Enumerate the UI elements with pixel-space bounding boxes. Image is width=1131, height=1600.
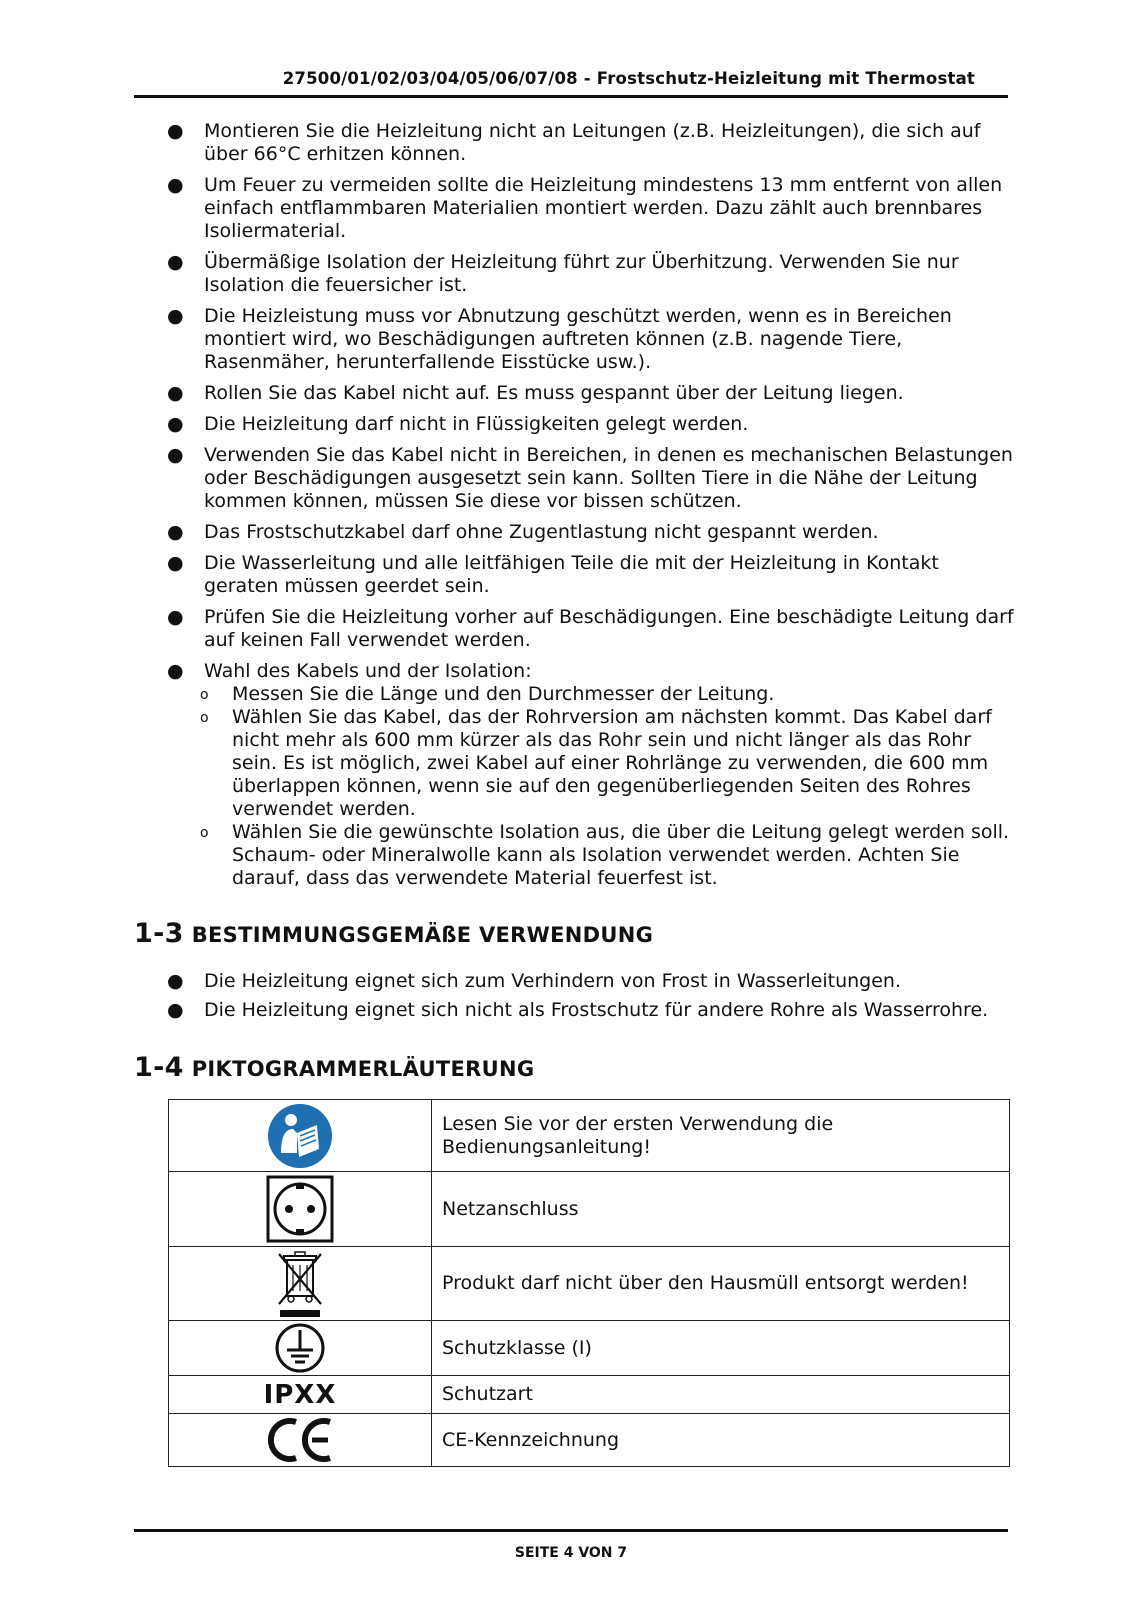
cable-choice-item	[164, 660, 1014, 890]
section-number: 1-4	[134, 1052, 184, 1083]
safety-instructions-list	[164, 120, 1014, 898]
bullet-icon: ●	[167, 413, 184, 435]
list-item	[164, 413, 1014, 436]
sublist-item-text: Wählen Sie die gewünschte Isolation aus, die über die Leitung gelegt werden soll. Schaum- oder Mineralwolle kann als Isolation verwendet werden. Achten Sie darauf, dass das verwendete Material feuerfest ist.	[232, 821, 1010, 889]
table-cell-description: Schutzklasse (I)	[432, 1321, 1010, 1376]
section-number: 1-3	[134, 918, 184, 949]
weee-bin-icon	[273, 1250, 327, 1318]
pictogram-table	[168, 1099, 1010, 1467]
list-item	[164, 120, 1014, 166]
bullet-icon: ●	[167, 174, 184, 196]
bullet-icon: ●	[167, 970, 184, 992]
table-cell-icon	[169, 1414, 432, 1467]
table-cell-icon	[169, 1321, 432, 1376]
list-item-text: Um Feuer zu vermeiden sollte die Heizleitung mindestens 13 mm entfernt von allen einfach entflammbaren Materialien montiert werden. Dazu zählt auch brennbares Isoliermaterial.	[204, 174, 1003, 242]
cable-choice-sublist	[164, 683, 1014, 890]
list-item-text: Verwenden Sie das Kabel nicht in Bereichen, in denen es mechanischen Belastungen oder Beschädigungen ausgesetzt sein kann. Sollten Tiere in die Nähe der Leitung kommen können, müssen Sie diese vor bissen schützen.	[204, 444, 1013, 512]
table-row	[169, 1376, 1010, 1414]
table-cell-icon	[169, 1376, 432, 1414]
table-row	[169, 1414, 1010, 1467]
section-title: PIKTOGRAMMERLÄUTERUNG	[191, 1057, 535, 1081]
list-item-text: Rollen Sie das Kabel nicht auf. Es muss gespannt über der Leitung liegen.	[204, 382, 904, 404]
list-item	[164, 970, 1014, 993]
list-item	[164, 606, 1014, 652]
sub-bullet-icon: o	[200, 710, 209, 726]
list-item-text: Die Heizleitung darf nicht in Flüssigkeiten gelegt werden.	[204, 413, 749, 435]
bullet-icon: ●	[167, 444, 184, 466]
table-cell-description: CE-Kennzeichnung	[432, 1414, 1010, 1467]
bullet-icon: ●	[167, 120, 184, 142]
table-row	[169, 1172, 1010, 1247]
footer-rule	[134, 1529, 1008, 1532]
list-item-text: Die Heizleitung eignet sich nicht als Frostschutz für andere Rohre als Wasserrohre.	[204, 999, 989, 1021]
list-item-text: Die Heizleistung muss vor Abnutzung geschützt werden, wenn es in Bereichen montiert wird, wo Beschädigungen auftreten können (z.B. nagende Tiere, Rasenmäher, herunterfallende Eisstücke usw.).	[204, 305, 952, 373]
sublist-item	[164, 706, 1014, 821]
ipxx-icon: IPXX	[263, 1379, 337, 1410]
bullet-icon: ●	[167, 999, 184, 1021]
list-item	[164, 521, 1014, 544]
list-item	[164, 999, 1014, 1022]
list-item-text: Das Frostschutzkabel darf ohne Zugentlastung nicht gespannt werden.	[204, 521, 879, 543]
table-row	[169, 1100, 1010, 1172]
list-item	[164, 444, 1014, 513]
cable-choice-label: Wahl des Kabels und der Isolation:	[204, 660, 532, 682]
table-cell-description: Schutzart	[432, 1376, 1010, 1414]
sublist-item	[164, 821, 1014, 890]
bullet-icon: ●	[167, 552, 184, 574]
sublist-item-text: Messen Sie die Länge und den Durchmesser der Leitung.	[232, 683, 775, 705]
sublist-item	[164, 683, 1014, 706]
table-cell-icon	[169, 1172, 432, 1247]
list-item-text: Prüfen Sie die Heizleitung vorher auf Beschädigungen. Eine beschädigte Leitung darf auf keinen Fall verwendet werden.	[204, 606, 1014, 651]
list-item	[164, 305, 1014, 374]
bullet-icon: ●	[167, 251, 184, 273]
bullet-icon: ●	[167, 660, 184, 682]
header-rule	[134, 95, 1008, 98]
section-title: BESTIMMUNGSGEMÄßE VERWENDUNG	[191, 923, 654, 947]
bullet-icon: ●	[167, 606, 184, 628]
list-item-text: Die Heizleitung eignet sich zum Verhindern von Frost in Wasserleitungen.	[204, 970, 902, 992]
list-item	[164, 174, 1014, 243]
section-heading-pictograms	[134, 1052, 534, 1083]
list-item	[164, 382, 1014, 405]
list-item-text: Die Wasserleitung und alle leitfähigen Teile die mit der Heizleitung in Kontakt geraten müssen geerdet sein.	[204, 552, 939, 597]
table-row	[169, 1321, 1010, 1376]
list-item-text: Montieren Sie die Heizleitung nicht an Leitungen (z.B. Heizleitungen), die sich auf über 66°C erhitzen können.	[204, 120, 981, 165]
table-cell-icon	[169, 1100, 432, 1172]
list-item-text: Übermäßige Isolation der Heizleitung führt zur Überhitzung. Verwenden Sie nur Isolation die feuersicher ist.	[204, 251, 959, 296]
list-item	[164, 552, 1014, 598]
ce-mark-icon	[264, 1417, 336, 1463]
document-header-title: 27500/01/02/03/04/05/06/07/08 - Frostschutz-Heizleitung mit Thermostat	[282, 69, 975, 88]
page-number: SEITE 4 VON 7	[514, 1545, 628, 1561]
read-manual-icon	[267, 1103, 333, 1169]
protective-earth-icon	[274, 1322, 326, 1374]
table-cell-description: Netzanschluss	[432, 1172, 1010, 1247]
table-row	[169, 1247, 1010, 1321]
intended-use-list	[164, 970, 1014, 1030]
table-cell-description: Lesen Sie vor der ersten Verwendung die Bedienungsanleitung!	[432, 1100, 1010, 1172]
power-socket-icon	[265, 1174, 335, 1244]
sublist-item-text: Wählen Sie das Kabel, das der Rohrversion am nächsten kommt. Das Kabel darf nicht mehr als 600 mm kürzer als das Rohr sein und nicht länger als das Rohr sein. Es ist möglich, zwei Kabel auf einer Rohrlänge zu verwenden, die 600 mm überlappen können, wenn sie auf den gegenüberliegenden Seiten des Rohres verwendet werden.	[232, 706, 992, 820]
list-item	[164, 251, 1014, 297]
bullet-icon: ●	[167, 382, 184, 404]
table-cell-icon	[169, 1247, 432, 1321]
table-cell-description: Produkt darf nicht über den Hausmüll entsorgt werden!	[432, 1247, 1010, 1321]
bullet-icon: ●	[167, 305, 184, 327]
bullet-icon: ●	[167, 521, 184, 543]
sub-bullet-icon: o	[200, 825, 209, 841]
section-heading-intended-use	[134, 918, 653, 949]
sub-bullet-icon: o	[200, 687, 209, 703]
